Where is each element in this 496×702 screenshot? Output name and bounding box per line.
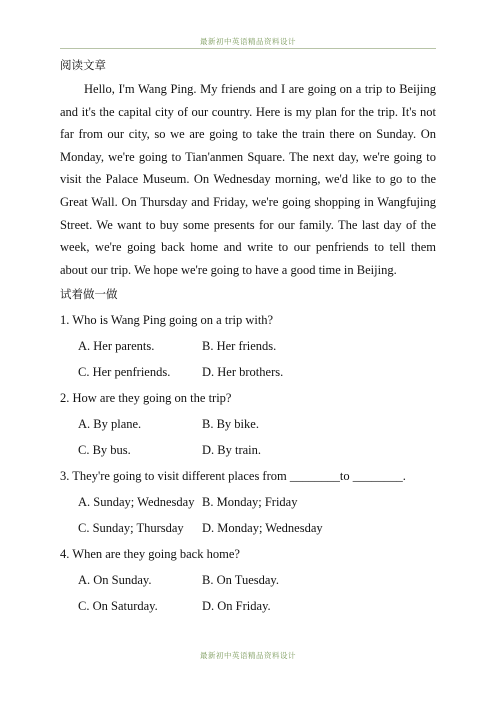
question-text: 2. How are they going on the trip? — [60, 391, 232, 406]
option-row — [60, 593, 436, 619]
option-d: D. Monday; Wednesday — [202, 521, 323, 536]
option-b: B. On Tuesday. — [202, 573, 279, 588]
option-a: A. Her parents. — [78, 339, 155, 354]
reading-title: 阅读文章 — [60, 58, 106, 72]
question-text: 3. They're going to visit different places from ________to ________. — [60, 469, 406, 484]
option-row — [60, 437, 436, 463]
option-a: A. Sunday; Wednesday — [78, 495, 195, 510]
option-row — [60, 411, 436, 437]
question-3 — [60, 463, 436, 541]
option-b: B. Monday; Friday — [202, 495, 298, 510]
option-row — [60, 489, 436, 515]
header-divider — [60, 48, 436, 49]
question-1 — [60, 307, 436, 385]
option-a: A. On Sunday. — [78, 573, 152, 588]
page-footer: 最新初中英语精品资料设计 — [200, 651, 296, 660]
question-text: 4. When are they going back home? — [60, 547, 240, 562]
option-row — [60, 515, 436, 541]
option-row — [60, 567, 436, 593]
option-d: D. Her brothers. — [202, 365, 284, 380]
question-text: 1. Who is Wang Ping going on a trip with? — [60, 313, 274, 328]
option-d: D. By train. — [202, 443, 262, 458]
option-a: A. By plane. — [78, 417, 142, 432]
question-2 — [60, 385, 436, 463]
question-4 — [60, 541, 436, 619]
option-c: C. On Saturday. — [78, 599, 158, 614]
option-c: C. By bus. — [78, 443, 131, 458]
option-row — [60, 359, 436, 385]
option-row — [60, 333, 436, 359]
option-b: B. Her friends. — [202, 339, 277, 354]
option-b: B. By bike. — [202, 417, 259, 432]
page-header: 最新初中英语精品资料设计 — [200, 37, 296, 46]
reading-passage: Hello, I'm Wang Ping. My friends and I are going on a trip to Beijing and it's the capital city of our country. Here is my plan for the trip. It's not far from our city, so we are going to take the train there on Sunday. On Monday, we're going to Tian'anmen Square. The next day, we're going to visit the Palace Museum. On Wednesday morning, we'd like to go to the Great Wall. On Thursday and Friday, we're going shopping in Wangfujing Street. We want to buy some presents for our family. The last day of the week, we're going back home and write to our penfriends to tell them about our trip. We hope we're going to have a good time in Beijing. — [60, 82, 436, 277]
document-body — [60, 52, 436, 619]
option-c: C. Her penfriends. — [78, 365, 171, 380]
option-c: C. Sunday; Thursday — [78, 521, 184, 536]
exercise-title: 试着做一做 — [60, 287, 118, 302]
option-d: D. On Friday. — [202, 599, 271, 614]
